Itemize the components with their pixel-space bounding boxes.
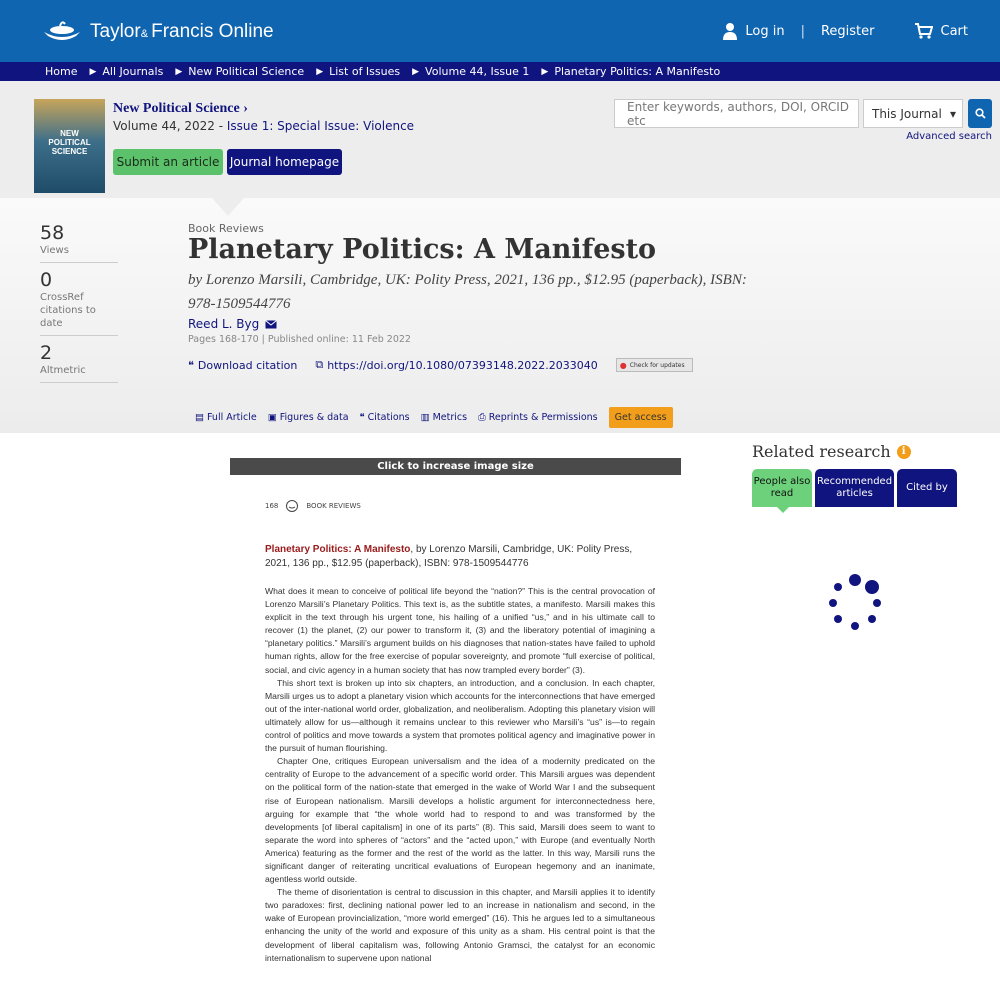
- enlarge-image-bar[interactable]: Click to increase image size: [230, 458, 681, 475]
- review-paragraph: Chapter One, critiques European universalism and the idea of a modernity predicated on the centrality of Europe to the advancement of a specific world order. This Marsili argues was dependent on the political form of the nation-state that emerged in the wake of World War I and the subsequent rise of European nationalism. Marsili develops a holistic argument for interconnectedness here, arguing for example that “the whole world had to respond to and was transformed by the developments [of liberal capitalism] in one of its parts” (8). This said, Marsili does seem to want to separate the word into spheres of “actors” and the “acted upon,” with Europe (and eventually North America) featuring as the former and the rest of the world as the latter. In this way, Marsili runs the significant danger of reiterating uncritical evaluations of European hegemony and an inanimate, agentless world outside.: [265, 756, 655, 885]
- journal-name-link[interactable]: [113, 101, 248, 117]
- tab-reprints[interactable]: [478, 412, 598, 423]
- breadcrumb-arrow-icon: ▶: [89, 66, 97, 77]
- tab-recommended-articles[interactable]: Recommended articles: [815, 469, 894, 507]
- review-paragraph: This short text is broken up into six chapters, an introduction, and a conclusion. In each chapter, Marsili urges us to adopt a planetary vision which accounts for the interconnections that have emerged out of the inter-national world order, globalization, and neoliberalism. Adopting this planetary vision will ultimately allow for us—although it remains unclear to this reviewer who Marsili’s “us” is—to regain control of politics and move towards a system that promotes political agency and imaginative power in the pursuit of human flourishing.: [265, 677, 655, 754]
- metric-value: 58: [40, 222, 65, 244]
- metric-value: 0: [40, 269, 53, 291]
- lamp-logo-icon: [42, 20, 82, 44]
- review-paragraph: What does it mean to conceive of political life beyond the “nation?” This is the central provocation of Lorenzo Marsili’s Planetary Politics. This text is, as the subtitle states, a manifesto. Marsili makes this explicit in the text through his urgent tone, his hailing of a unified “us,” and in his ultimate call to recover (1) the planet, (2) our power to transform it, (3) and the liberatory potential of imagining a “planetary politics.” Marsili’s argument builds on his diagnoses that nation-states have failed to uphold human rights, allow for the free exercise of popular sovereignty, and promote “full exercise of political, social, and civic agency in a human society that has now trampled every border” (3).: [265, 586, 655, 675]
- submit-article-button[interactable]: Submit an article: [113, 149, 223, 175]
- login-link[interactable]: [723, 22, 784, 40]
- journal-volume: [113, 119, 414, 133]
- review-heading: [265, 543, 655, 571]
- author-name: Reed L. Byg: [188, 317, 260, 331]
- breadcrumb-arrow-icon: ▶: [175, 66, 183, 77]
- register-label: Register: [820, 23, 875, 39]
- metric-label: Views: [40, 245, 69, 256]
- tab-full-article[interactable]: [195, 412, 257, 423]
- author-link[interactable]: [188, 317, 277, 331]
- first-page-preview[interactable]: [230, 475, 681, 1000]
- breadcrumb-current: Planetary Politics: A Manifesto: [554, 65, 721, 78]
- chevron-right-icon: ›: [243, 101, 248, 116]
- tab-label: Full Article: [206, 412, 257, 423]
- issue-link[interactable]: Issue 1: Special Issue: Violence: [226, 119, 415, 133]
- crossmark-icon: ●: [619, 360, 627, 370]
- cart-link[interactable]: [915, 23, 969, 39]
- breadcrumb-journal[interactable]: New Political Science: [188, 65, 305, 78]
- info-icon[interactable]: i: [897, 445, 911, 459]
- review-book-title: Planetary Politics: A Manifesto: [265, 544, 411, 555]
- search-icon: [975, 108, 986, 119]
- tab-citations[interactable]: [360, 412, 410, 423]
- tab-label: Reprints & Permissions: [488, 412, 598, 423]
- chevron-down-icon: ▾: [949, 106, 956, 121]
- cart-label: Cart: [940, 23, 968, 39]
- get-access-button[interactable]: Get access: [609, 407, 673, 428]
- breadcrumb-volume[interactable]: Volume 44, Issue 1: [425, 65, 530, 78]
- doi-link[interactable]: [315, 358, 597, 372]
- breadcrumb-arrow-icon: ▶: [541, 66, 549, 77]
- article-subtitle: by Lorenzo Marsili, Cambridge, UK: Polity Press, 2021, 136 pp., $12.95 (paperback), ISBN: 978-1509544776: [188, 272, 747, 312]
- download-citation-label: Download citation: [197, 358, 298, 372]
- banner-pointer: [212, 198, 244, 216]
- metric-views[interactable]: [40, 222, 118, 263]
- breadcrumb-issues[interactable]: List of Issues: [329, 65, 401, 78]
- tab-cited-by[interactable]: Cited by: [897, 469, 957, 507]
- active-tab-pointer: [777, 507, 789, 513]
- cart-icon: [915, 23, 933, 39]
- review-body: [265, 585, 655, 965]
- check-for-updates-badge[interactable]: [616, 358, 693, 372]
- loading-spinner-icon: [824, 572, 886, 634]
- related-research-panel: [752, 442, 962, 499]
- article-title: Planetary Politics: A Manifesto: [188, 234, 657, 265]
- metric-label: CrossRef citations to date: [40, 292, 96, 329]
- publisher-logo-icon: [286, 500, 298, 512]
- print-icon: ⎙: [478, 412, 486, 423]
- article-actions: [188, 358, 693, 372]
- search-scope-select[interactable]: [863, 99, 963, 128]
- related-research-heading: [752, 442, 962, 461]
- site-logo[interactable]: [42, 20, 274, 44]
- envelope-icon[interactable]: [265, 320, 277, 329]
- journal-name: New Political Science: [113, 101, 240, 116]
- download-citation-link[interactable]: [188, 359, 297, 372]
- advanced-search-link[interactable]: Advanced search: [906, 131, 992, 142]
- page-running-header: [265, 500, 361, 512]
- related-research-title: Related research: [752, 442, 891, 461]
- page-section: BOOK REVIEWS: [306, 502, 361, 510]
- metric-altmetric[interactable]: [40, 342, 118, 383]
- account-nav: [723, 22, 968, 40]
- article-header: [0, 198, 1000, 433]
- article-tabs: [195, 407, 673, 428]
- image-icon: ▣: [267, 412, 277, 423]
- tab-metrics[interactable]: [421, 412, 467, 423]
- user-icon: [723, 22, 737, 40]
- tab-figures[interactable]: [268, 412, 349, 423]
- journal-homepage-button[interactable]: Journal homepage: [227, 149, 342, 175]
- quote-icon: ❝: [359, 412, 365, 423]
- tab-label: Figures & data: [279, 412, 349, 423]
- breadcrumb-arrow-icon: ▶: [316, 66, 324, 77]
- search-scope-value: This Journal: [872, 106, 942, 121]
- volume-text: Volume 44, 2022 -: [113, 119, 227, 133]
- breadcrumb-all-journals[interactable]: All Journals: [102, 65, 164, 78]
- search-button[interactable]: [968, 99, 992, 128]
- quote-icon: ❝: [188, 358, 194, 372]
- site-logo-text: Taylor& Francis Online: [90, 21, 274, 42]
- tab-people-also-read[interactable]: People also read: [752, 469, 812, 507]
- article-metrics: [40, 222, 118, 389]
- article-pages-published: Pages 168-170 | Published online: 11 Feb 2022: [188, 334, 411, 345]
- journal-banner: [0, 81, 1000, 198]
- nav-divider: |: [800, 23, 805, 39]
- related-tabs: [752, 469, 957, 507]
- metric-crossref[interactable]: [40, 269, 118, 336]
- page-number: 168: [265, 502, 279, 510]
- bar-chart-icon: ▥: [420, 412, 430, 423]
- site-header: [0, 0, 1000, 62]
- review-book-details: , by Lorenzo Marsili, Cambridge, UK: Polity Press, 2021, 136 pp., $12.95 (paperback), ISBN: 978-1509544776: [265, 544, 633, 569]
- breadcrumb-home[interactable]: Home: [45, 65, 78, 78]
- article-type: Book Reviews: [188, 222, 264, 235]
- breadcrumb-arrow-icon: ▶: [412, 66, 420, 77]
- journal-cover-title: NEW POLITICAL SCIENCE: [48, 129, 91, 156]
- review-paragraph: The theme of disorientation is central to discussion in this chapter, and Marsili applies it to identify two paradoxes: first, declining national power led to an increase in nationalism and second, in the wake of European provincialization, “more world emerged” (16). This he argues led to a simultaneous enhancing the unity of the world and exposure of this unity as a sham. His central point is that the development of liberal capitalism was, following Antonio Gramsci, the catalyst for an economic internationalism to supervene upon national: [265, 887, 655, 963]
- metric-value: 2: [40, 342, 53, 364]
- metric-label: Altmetric: [40, 365, 86, 376]
- login-label: Log in: [745, 23, 785, 39]
- breadcrumb: [0, 62, 1000, 81]
- document-icon: ▤: [195, 412, 204, 423]
- register-link[interactable]: [821, 24, 875, 39]
- search-input[interactable]: Enter keywords, authors, DOI, ORCID etc: [614, 99, 859, 128]
- external-link-icon: ⧉: [315, 358, 324, 371]
- tab-label: Metrics: [432, 412, 468, 423]
- updates-label: Check for updates: [629, 361, 685, 369]
- journal-cover-image[interactable]: [34, 99, 105, 193]
- doi-label: https://doi.org/10.1080/07393148.2022.2033040: [327, 358, 598, 372]
- tab-label: Citations: [367, 412, 410, 423]
